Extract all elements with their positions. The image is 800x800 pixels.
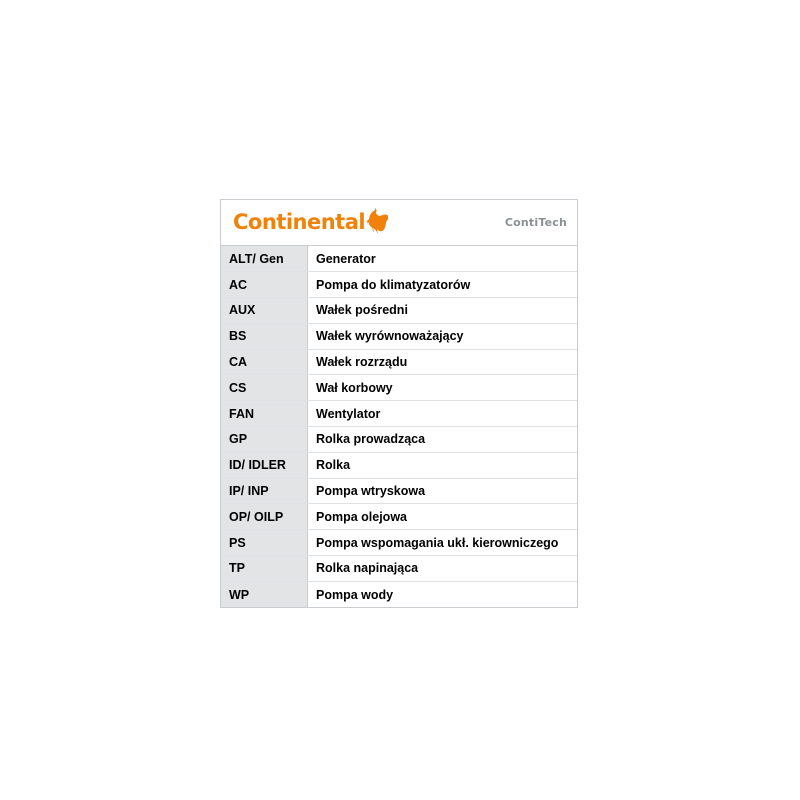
- table-row: [221, 504, 577, 530]
- legend-card: [220, 199, 578, 608]
- table-row: [221, 581, 577, 607]
- legend-table: [221, 246, 577, 607]
- legend-code: BS: [221, 323, 308, 349]
- legend-description: Pompa do klimatyzatorów: [308, 272, 578, 298]
- legend-description: Pompa olejowa: [308, 504, 578, 530]
- table-row: [221, 375, 577, 401]
- horse-logo-icon: [366, 207, 388, 233]
- legend-code: FAN: [221, 401, 308, 427]
- table-row: [221, 272, 577, 298]
- legend-description: Wałek rozrządu: [308, 349, 578, 375]
- table-row: [221, 298, 577, 324]
- legend-description: Wentylator: [308, 401, 578, 427]
- legend-code: GP: [221, 427, 308, 453]
- legend-description: Pompa wtryskowa: [308, 478, 578, 504]
- legend-code: ID/ IDLER: [221, 452, 308, 478]
- brand-wordmark: [233, 212, 365, 233]
- legend-code: OP/ OILP: [221, 504, 308, 530]
- legend-description: Rolka napinająca: [308, 556, 578, 582]
- table-row: [221, 427, 577, 453]
- legend-code: ALT/ Gen: [221, 246, 308, 272]
- legend-description: Generator: [308, 246, 578, 272]
- legend-code: PS: [221, 530, 308, 556]
- legend-code: AUX: [221, 298, 308, 324]
- legend-code: IP/ INP: [221, 478, 308, 504]
- sub-brand-label: ContiTech: [504, 216, 567, 229]
- legend-description: Rolka prowadząca: [308, 427, 578, 453]
- legend-code: CS: [221, 375, 308, 401]
- table-row: [221, 323, 577, 349]
- legend-description: Pompa wspomagania ukł. kierowniczego: [308, 530, 578, 556]
- table-row: [221, 478, 577, 504]
- legend-code: CA: [221, 349, 308, 375]
- legend-description: Wałek wyrównoważający: [308, 323, 578, 349]
- legend-description: Wał korbowy: [308, 375, 578, 401]
- table-row: [221, 401, 577, 427]
- legend-code: AC: [221, 272, 308, 298]
- legend-description: Pompa wody: [308, 581, 578, 607]
- brand-header: [221, 200, 577, 246]
- legend-code: TP: [221, 556, 308, 582]
- legend-description: Wałek pośredni: [308, 298, 578, 324]
- table-row: [221, 246, 577, 272]
- table-row: [221, 530, 577, 556]
- brand-wordmark-lead: Co: [233, 210, 262, 234]
- table-row: [221, 349, 577, 375]
- brand-wordmark-tail: ntinental: [261, 210, 366, 234]
- table-row: [221, 452, 577, 478]
- table-row: [221, 556, 577, 582]
- legend-code: WP: [221, 581, 308, 607]
- legend-description: Rolka: [308, 452, 578, 478]
